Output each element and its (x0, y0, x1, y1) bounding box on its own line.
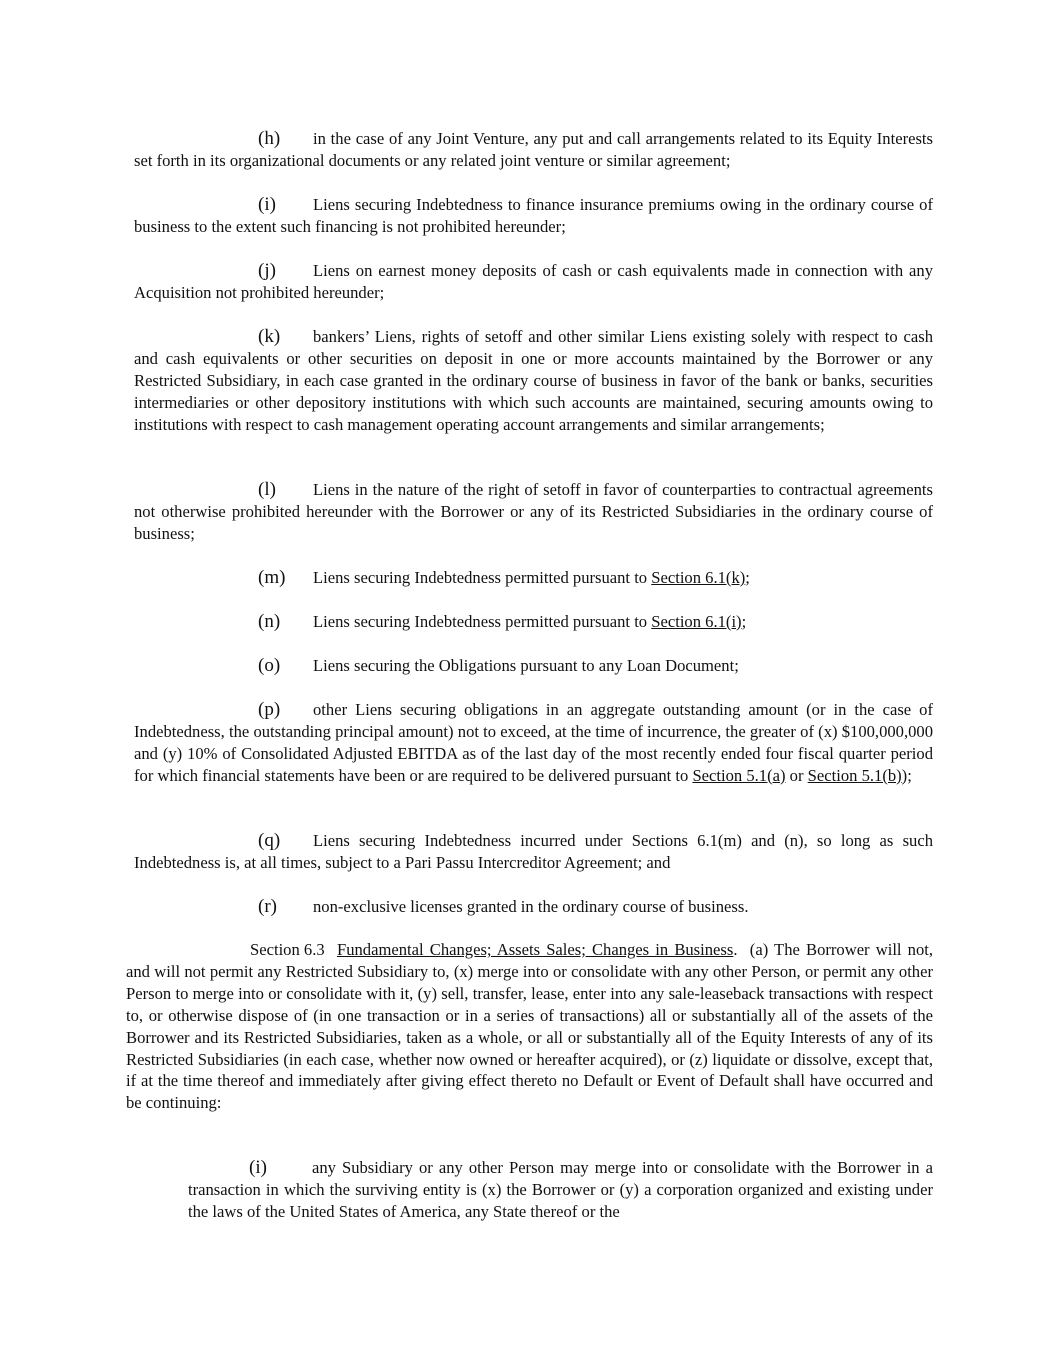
clause-text: Liens securing Indebtedness to finance insurance premiums owing in the ordinary course of business to the extent such financing is not prohibited hereunder; (134, 195, 933, 236)
clause-text: Liens securing Indebtedness permitted pursuant to (313, 568, 652, 587)
clause-text: Liens securing Indebtedness incurred under Sections 6.1(m) and (n), so long as such Indebtedness is, at all times, subject to a Pari Passu Intercreditor Agreement; and (134, 831, 933, 872)
clause-text: bankers’ Liens, rights of setoff and other similar Liens existing solely with respect to cash and cash equivalents or other securities on deposit in one or more accounts maintained by the Borrower or any Restricted Subsidiary, in each case granted in the ordinary course of business in favor of the bank or banks, securities intermediaries or other depository institutions with which such accounts are maintained, securing amounts owing to institutions with respect to cash management operating account arrangements and similar arrangements; (134, 327, 933, 434)
clause-text: Liens on earnest money deposits of cash or cash equivalents made in connection with any Acquisition not prohibited hereunder; (134, 261, 933, 302)
clause-text: Liens securing Indebtedness permitted pursuant to (313, 612, 652, 631)
section-reference-link: Section 5.1(a) (692, 765, 786, 785)
section-6-3 (126, 939, 933, 1114)
clause-marker: (i) (258, 194, 276, 215)
section-reference-link: Section 6.1(i) (651, 612, 742, 631)
section-heading: Fundamental Changes; Assets Sales; Changes in Business (336, 940, 734, 959)
clause-marker: (p) (258, 699, 281, 720)
clause-text-end: ; (745, 568, 750, 587)
clause-marker: (n) (258, 611, 281, 632)
clause-text: in the case of any Joint Venture, any put and call arrangements related to its Equity Interests set forth in its organizational documents or any related joint venture or similar agreement; (134, 129, 933, 170)
clause-marker: (q) (258, 830, 281, 851)
clause-text: non-exclusive licenses granted in the ordinary course of business. (313, 897, 749, 916)
clause-o (134, 655, 933, 677)
clause-text-mid: or (785, 765, 808, 785)
clause-text: any Subsidiary or any other Person may merge into or consolidate with the Borrower in a transaction in which the surviving entity is (x) the Borrower or (y) a corporation organized and existing under the laws of the United States of America, any State thereof or the (188, 1158, 933, 1221)
clause-marker: (i) (249, 1157, 267, 1178)
clause-h (134, 128, 933, 172)
clause-p (134, 699, 933, 787)
section-heading-period: . (733, 940, 738, 959)
subclause-i (188, 1157, 933, 1223)
clause-marker: (o) (258, 655, 281, 676)
clause-l (134, 479, 933, 545)
clause-text-end: ; (741, 612, 747, 631)
clause-marker: (l) (258, 479, 276, 500)
clause-r (134, 896, 933, 918)
clause-marker: (h) (258, 128, 281, 149)
clause-text: other Liens securing obligations in an aggregate outstanding amount (or in the case of Indebtedness, the outstanding principal amount) not to exceed, at the time of incurrence, the greater of (x) $100,000,000 and (y) 10% of Consolidated Adjusted EBITDA as of the last day of the most recently ended four fiscal quarter period for which financial statements have been or are required to be delivered pursuant to (134, 700, 933, 785)
clause-j (134, 260, 933, 304)
clause-marker: (k) (258, 326, 281, 347)
clause-i (134, 194, 933, 238)
clause-marker: (m) (258, 567, 286, 588)
clause-n (134, 611, 933, 633)
section-reference-link: Section 5.1(b) (807, 765, 902, 785)
clause-marker: (j) (258, 260, 276, 281)
section-body: (a) The Borrower will not, and will not permit any Restricted Subsidiary to, (x) merge into or consolidate with any other Person, or permit any other Person to merge into or consolidate with it, (y) sell, transfer, lease, enter into any sale-leaseback transactions with respect to, or otherwise dispose of (in one transaction or in a series of transactions) all or substantially all of the assets of the Borrower and its Restricted Subsidiaries, taken as a whole, or all or substantially all of the Equity Interests of any of its Restricted Subsidiaries (in each case, whether now owned or hereafter acquired), or (z) liquidate or dissolve, except that, if at the time thereof and immediately after giving effect thereto no Default or Event of Default shall have occurred and be continuing: (126, 940, 934, 1113)
clause-text-end: ); (901, 765, 912, 785)
section-number: Section 6.3 (250, 940, 325, 959)
clause-marker: (r) (258, 896, 277, 917)
section-reference-link: Section 6.1(k) (651, 568, 746, 587)
clause-q (134, 830, 933, 874)
clause-m (134, 567, 933, 589)
clause-k (134, 326, 933, 436)
clause-text: Liens securing the Obligations pursuant to any Loan Document; (313, 656, 739, 675)
clause-text: Liens in the nature of the right of setoff in favor of counterparties to contractual agreements not otherwise prohibited hereunder with the Borrower or any of its Restricted Subsidiaries in the ordinary course of business; (134, 480, 933, 543)
